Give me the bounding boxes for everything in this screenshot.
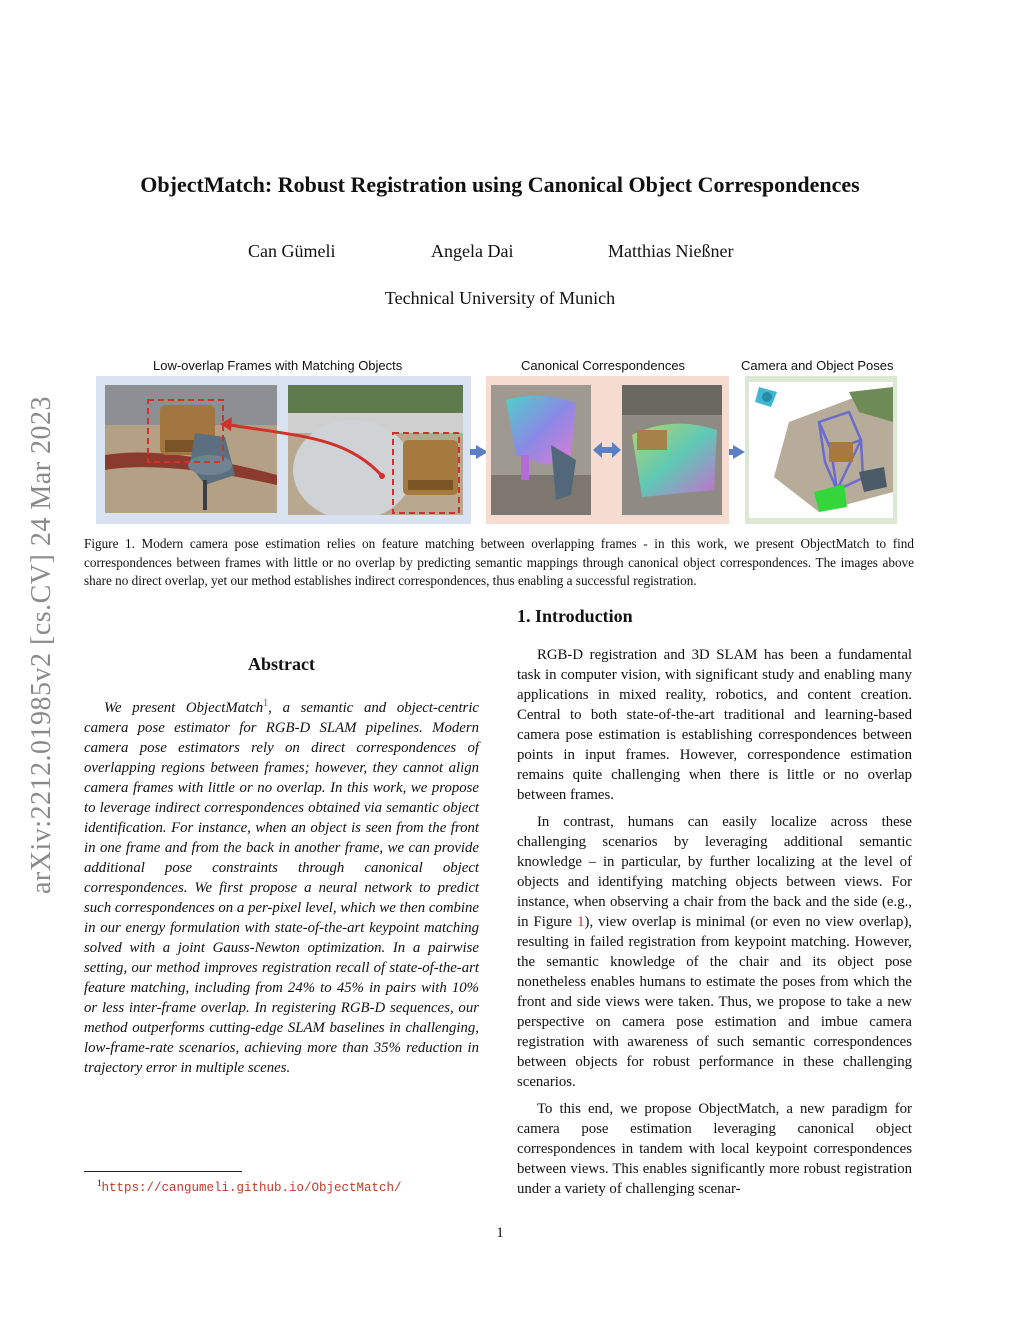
figure-caption: Figure 1. Modern camera pose estimation relies on feature matching between overlapping frames - in this work, we present ObjectMatch to find correspondences between frames with little or no overlap by predicting semantic mappings through canonical object correspondences. The images above share no direct overlap, yet our method establishes indirect correspondences, thus enabling a successful registration. bbox=[84, 536, 914, 588]
paragraph-text: ), view overlap is minimal (or even no view overlap), resulting in failed registration from keypoint matching. However, the semantic knowledge of the chair and its object pose nonetheless enables humans to estimate the poses from which the front and side views were taken. Thus, we propose to take a new perspective on camera pose estimation and imbue camera registration with awareness of such semantic correspondences between objects for robust performance in these challenging scenarios. bbox=[517, 914, 913, 1090]
arxiv-id: arXiv:2212.01985v2 [cs.CV] 24 Mar 2023 bbox=[26, 395, 57, 895]
author-name: Can Gümeli bbox=[248, 241, 336, 261]
abstract-heading: Abstract bbox=[248, 654, 315, 674]
paragraph: RGB-D registration and 3D SLAM has been a fundamental task in computer vision, with significant study and enabling many applications in mixed reality, robotics, and content creation. Central to both state-of-the-art traditional and learning-based camera pose estimation is establishing correspondences between points in input frames. However, correspondence estimation remains quite challenging when there is little or no overlap between frames. bbox=[517, 647, 912, 803]
poses-panel bbox=[745, 376, 897, 524]
footnote bbox=[97, 1178, 402, 1195]
abstract-body: , a semantic and object-centric camera pose estimator for RGB-D SLAM pipelines. Modern camera pose estimators rely on direct correspondences of overlapping regions between frames; however, they cannot align camera frames with little or no overlap. In this work, we propose to leverage indirect correspondences obtained via semantic object identification. For instance, when an object is seen from the front in one frame and from the back in another frame, we can provide additional pose constraints through canonical object correspondences. We first propose a neural network to predict such correspondences on a per-pixel level, which we then combine in our energy formulation with state-of-the-art keypoint matching solved with a joint Gauss-Newton optimization. In a pairwise setting, our method improves registration recall of state-of-the-art feature matching, including from 24% to 45% in pairs with 10% or less inter-frame overlap. In registering RGB-D sequences, our method outperforms cutting-edge SLAM baselines in challenging, low-frame-rate scenarios, achieving more than 35% reduction in trajectory error in multiple scenes. bbox=[84, 699, 479, 1076]
abstract-lead: We present ObjectMatch bbox=[104, 699, 264, 716]
affiliation: Technical University of Munich bbox=[384, 288, 616, 308]
canonical-photo-b bbox=[622, 385, 722, 515]
author-name: Matthias Nießner bbox=[608, 241, 734, 261]
figure-reference-link[interactable]: 1 bbox=[577, 914, 585, 930]
abstract-text bbox=[84, 694, 479, 1078]
paper-title: ObjectMatch: Robust Registration using Canonical Object Correspondences bbox=[140, 172, 860, 197]
footnote-rule bbox=[84, 1171, 242, 1172]
canonical-panel bbox=[486, 376, 729, 524]
low-overlap-panel bbox=[96, 376, 471, 524]
arxiv-stamp bbox=[26, 345, 66, 945]
section-heading: 1. Introduction bbox=[517, 606, 633, 626]
figure-label-right: Camera and Object Poses bbox=[741, 358, 894, 373]
paragraph bbox=[517, 812, 912, 1092]
page-number: 1 bbox=[496, 1225, 504, 1241]
footnote-number: 1 bbox=[97, 1178, 102, 1188]
right-arrow-icon bbox=[733, 445, 745, 459]
footnote-mark[interactable]: 1 bbox=[263, 698, 269, 709]
author-name: Angela Dai bbox=[431, 241, 514, 261]
introduction-text bbox=[517, 645, 912, 1206]
paragraph-text: In contrast, humans can easily localize across these challenging scenarios by leveraging additional semantic knowledge – in particular, by further localizing at the level of objects and identifying matching objects between views. For instance, when observing a chair from the back and the side (e.g., in Figure bbox=[517, 814, 912, 930]
paragraph: To this end, we propose ObjectMatch, a new paradigm for camera pose estimation leveraging canonical object correspondences in tandem with local keypoint correspondences between views. This enables significantly more robust registration under a variety of challenging scenar- bbox=[517, 1101, 912, 1197]
figure-label-middle: Canonical Correspondences bbox=[521, 358, 686, 373]
double-arrow-icon bbox=[593, 442, 621, 458]
pose-render bbox=[749, 382, 893, 518]
project-url-link[interactable]: https://cangumeli.github.io/ObjectMatch/ bbox=[101, 1181, 402, 1195]
canonical-photo-a bbox=[491, 385, 591, 515]
match-arrow bbox=[96, 376, 471, 524]
figure-label-left: Low-overlap Frames with Matching Objects bbox=[153, 358, 403, 373]
